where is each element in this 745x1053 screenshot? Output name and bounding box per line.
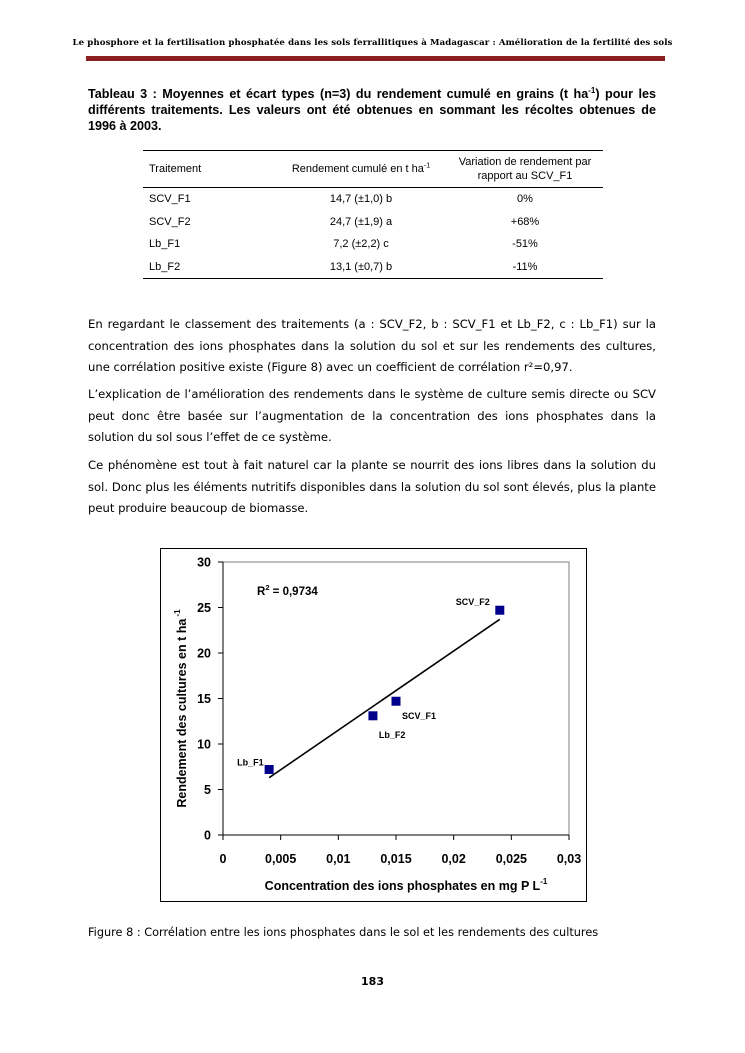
data-point [368, 711, 377, 720]
cell-variation: -11% [447, 256, 603, 279]
y-tick-label: 0 [204, 828, 211, 843]
cell-treatment: Lb_F1 [149, 238, 181, 251]
trendline [269, 619, 500, 777]
header-rule [86, 56, 665, 61]
paragraph-2: L’explication de l’amélioration des rendements dans le système de culture semis directe ou SCV peut donc être basée sur l’augmentation de la concentration des ions phosphates dans la solution du sol sous l’effet de ce système. [88, 387, 656, 444]
table-row [143, 256, 603, 279]
header-yield: Rendement cumulé en t $ha^{-1}$ [275, 151, 447, 188]
point-label: SCV_F1 [402, 711, 437, 722]
x-axis-label: Concentration des ions phosphates en mg P $L^{-1}$ [264, 877, 548, 893]
x-tick-label: 0,03 [556, 852, 582, 866]
paragraph-1: En regardant le classement des traitements (a : SCV_F2, b : SCV_F1 et Lb_F2, c : Lb_F1) sur la concentration des ions phosphates dans la solution du sol et sur les rendements des cultures, une corrélation positive existe (Figure 8) avec un coefficient de corrélation r²=0,97. [88, 317, 656, 374]
table-caption: Tableau 3 : Moyennes et écart types (n=3) du rendement cumulé en grains (t $ha^{-1}$) pour les différents traitements. Les valeurs ont été obtenues en sommant les récoltes obtenues de 1996 à 2003. [88, 85, 656, 133]
y-tick-label: 15 [197, 692, 211, 706]
running-header: Le phosphore et la fertilisation phosphatée dans les sols ferrallitiques à Madagascar : Amélioration de la fertilité des sols [72, 38, 673, 48]
point-label: Lb_F2 [378, 729, 406, 740]
x-tick-label: 0,025 [495, 852, 527, 866]
results-table [143, 150, 603, 279]
scatter-chart [161, 549, 586, 901]
y-tick-label: 25 [197, 601, 211, 615]
x-tick-label: 0,005 [265, 852, 297, 866]
point-label: SCV_F2 [455, 597, 490, 608]
header-treatment: Traitement [143, 151, 275, 188]
y-tick-label: 10 [197, 737, 211, 752]
header-variation: Variation de rendement par rapport au SCV_F1 [447, 151, 603, 188]
y-tick-label: 5 [204, 783, 211, 797]
cell-treatment: Lb_F2 [143, 256, 275, 279]
table-row [143, 188, 603, 211]
figure-caption: Figure 8 : Corrélation entre les ions phosphates dans le sol et les rendements des cultures [88, 926, 599, 939]
data-point [265, 765, 274, 774]
table-header-row [143, 151, 603, 188]
cell-variation: +68% [510, 215, 540, 228]
figure-frame [160, 548, 587, 902]
y-tick-label: 30 [197, 555, 211, 570]
x-tick-label: 0,01 [326, 852, 351, 866]
x-tick-label: 0 [219, 852, 227, 866]
cell-yield: 13,1 (±0,7) b [275, 256, 447, 279]
cell-variation: 0% [517, 193, 533, 206]
cell-yield: 7,2 (±2,2) c [333, 238, 389, 251]
r-squared-label: $R^2 = 0,9734$ [257, 583, 318, 598]
table-row [143, 211, 603, 234]
data-point [392, 697, 401, 706]
cell-yield: 24,7 (±1,9) a [329, 215, 393, 228]
page-number: 183 [361, 975, 384, 988]
point-label: Lb_F1 [237, 757, 264, 768]
cell-yield: 14,7 (±1,0) b [329, 193, 393, 206]
cell-treatment: SCV_F2 [149, 215, 191, 228]
x-tick-label: 0,02 [441, 852, 466, 866]
y-tick-label: 20 [197, 646, 211, 661]
table-row [143, 233, 603, 256]
y-axis-label: Rendement des cultures en t ha $^{-1}$ [173, 609, 189, 808]
x-tick-label: 0,015 [380, 852, 412, 866]
paragraph-3: Ce phénomène est tout à fait naturel car la plante se nourrit des ions libres dans la solution du sol. Donc plus les éléments nutritifs disponibles dans la solution du sol sont élevés, plus la plante peut produire beaucoup de biomasse. [88, 458, 656, 515]
cell-treatment: SCV_F1 [149, 193, 191, 206]
cell-variation: -51% [512, 238, 538, 251]
data-point [495, 606, 504, 615]
